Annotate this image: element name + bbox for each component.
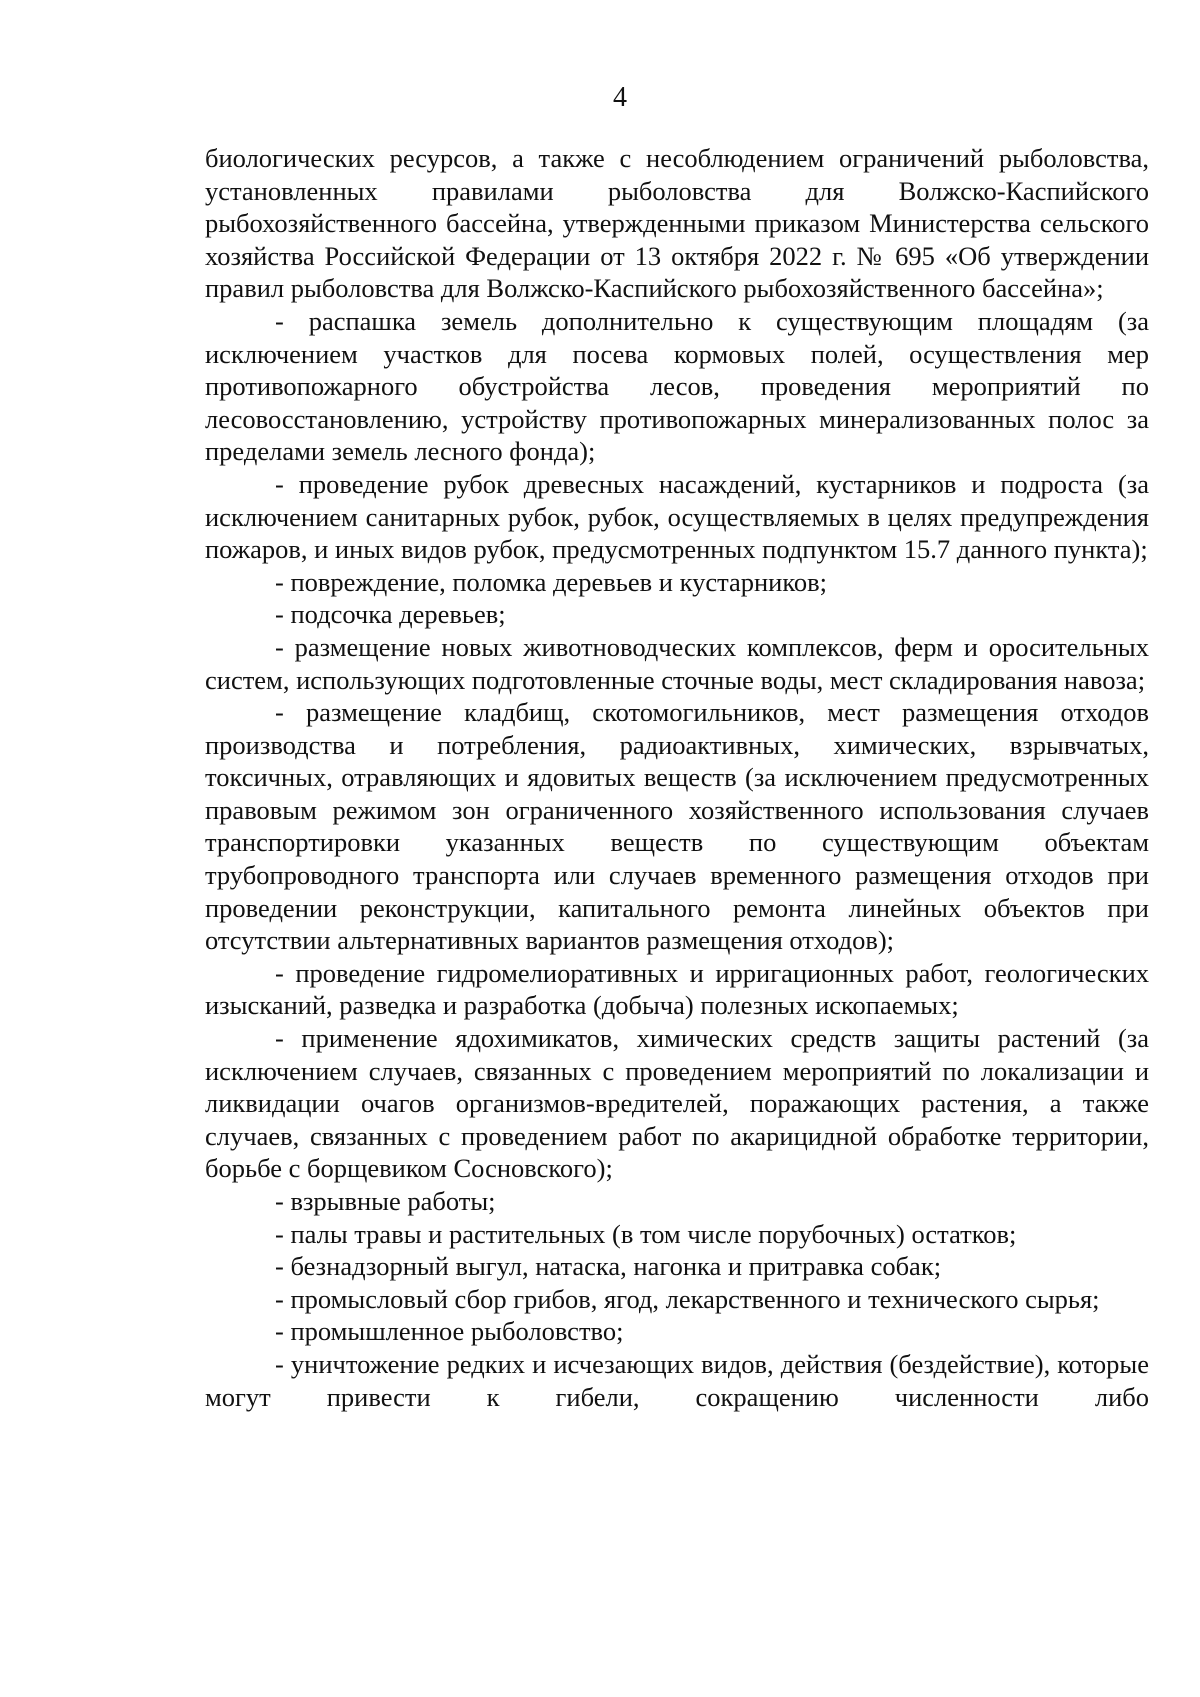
paragraph-continuation: биологических ресурсов, а также с несоблюдением ограничений рыболовства, установленных правилами рыболовства для Волжско-Каспийского рыбохозяйственного бассейна, утвержденными приказом Министерства сельского хозяйства Российской Федерации от 13 октября 2022 г. № 695 «Об утверждении правил рыболовства для Волжско-Каспийского рыбохозяйственного бассейна»; — [205, 143, 1149, 304]
list-item-tree-damage: - повреждение, поломка деревьев и кустарников; — [275, 566, 828, 597]
document-body — [205, 142, 1149, 1413]
list-item-cemeteries-waste: - размещение кладбищ, скотомогильников, мест размещения отходов производства и потребления, радиоактивных, химических, взрывчатых, токсичных, отравляющих и ядовитых веществ (за исключением предусмотренных правовым режимом зон ограниченного хозяйственного использования случаев транспортировки указанных веществ по существующим объектам трубопроводного транспорта или случаев временного размещения отходов при проведении реконструкции, капитального ремонта линейных объектов при отсутствии альтернативных вариантов размещения отходов); — [205, 697, 1149, 956]
list-item-livestock: - размещение новых животноводческих комплексов, ферм и оросительных систем, использующих подготовленные сточные воды, мест складирования навоза; — [205, 631, 1149, 695]
list-item-logging: - проведение рубок древесных насаждений, кустарников и подроста (за исключением санитарных рубок, рубок, осуществляемых в целях предупреждения пожаров, и иных видов рубок, предусмотренных подпунктом 15.7 данного пункта); — [205, 468, 1149, 565]
list-item-tapping: - подсочка деревьев; — [275, 599, 506, 630]
list-item-dogs: - безнадзорный выгул, натаска, нагонка и притравка собак; — [275, 1251, 942, 1282]
list-item-grass-burning: - палы травы и растительных (в том числе порубочных) остатков; — [275, 1218, 1017, 1249]
list-item-harvesting: - промысловый сбор грибов, ягод, лекарственного и технического сырья; — [275, 1283, 1100, 1314]
list-item-rare-species: - уничтожение редких и исчезающих видов, действия (бездействие), которые могут привести к гибели, сокращению численности либо — [205, 1348, 1149, 1412]
list-item-plowing: - распашка земель дополнительно к существующим площадям (за исключением участков для посева кормовых полей, осуществления мер противопожарного обустройства лесов, проведения мероприятий по лесовосстановлению, устройству противопожарных минерализованных полос за пределами земель лесного фонда); — [205, 305, 1149, 467]
list-item-hydromelioration: - проведение гидромелиоративных и ирригационных работ, геологических изысканий, разведка и разработка (добыча) полезных ископаемых; — [205, 957, 1149, 1021]
page-number: 4 — [613, 82, 627, 113]
list-item-pesticides: - применение ядохимикатов, химических средств защиты растений (за исключением случаев, связанных с проведением мероприятий по локализации и ликвидации очагов организмов-вредителей, поражающих растения, а также случаев, связанных с проведением работ по акарицидной обработке территории, борьбе с борщевиком Сосновского); — [205, 1023, 1149, 1184]
list-item-blasting: - взрывные работы; — [275, 1186, 496, 1216]
list-item-fishing: - промышленное рыболовство; — [275, 1316, 624, 1347]
